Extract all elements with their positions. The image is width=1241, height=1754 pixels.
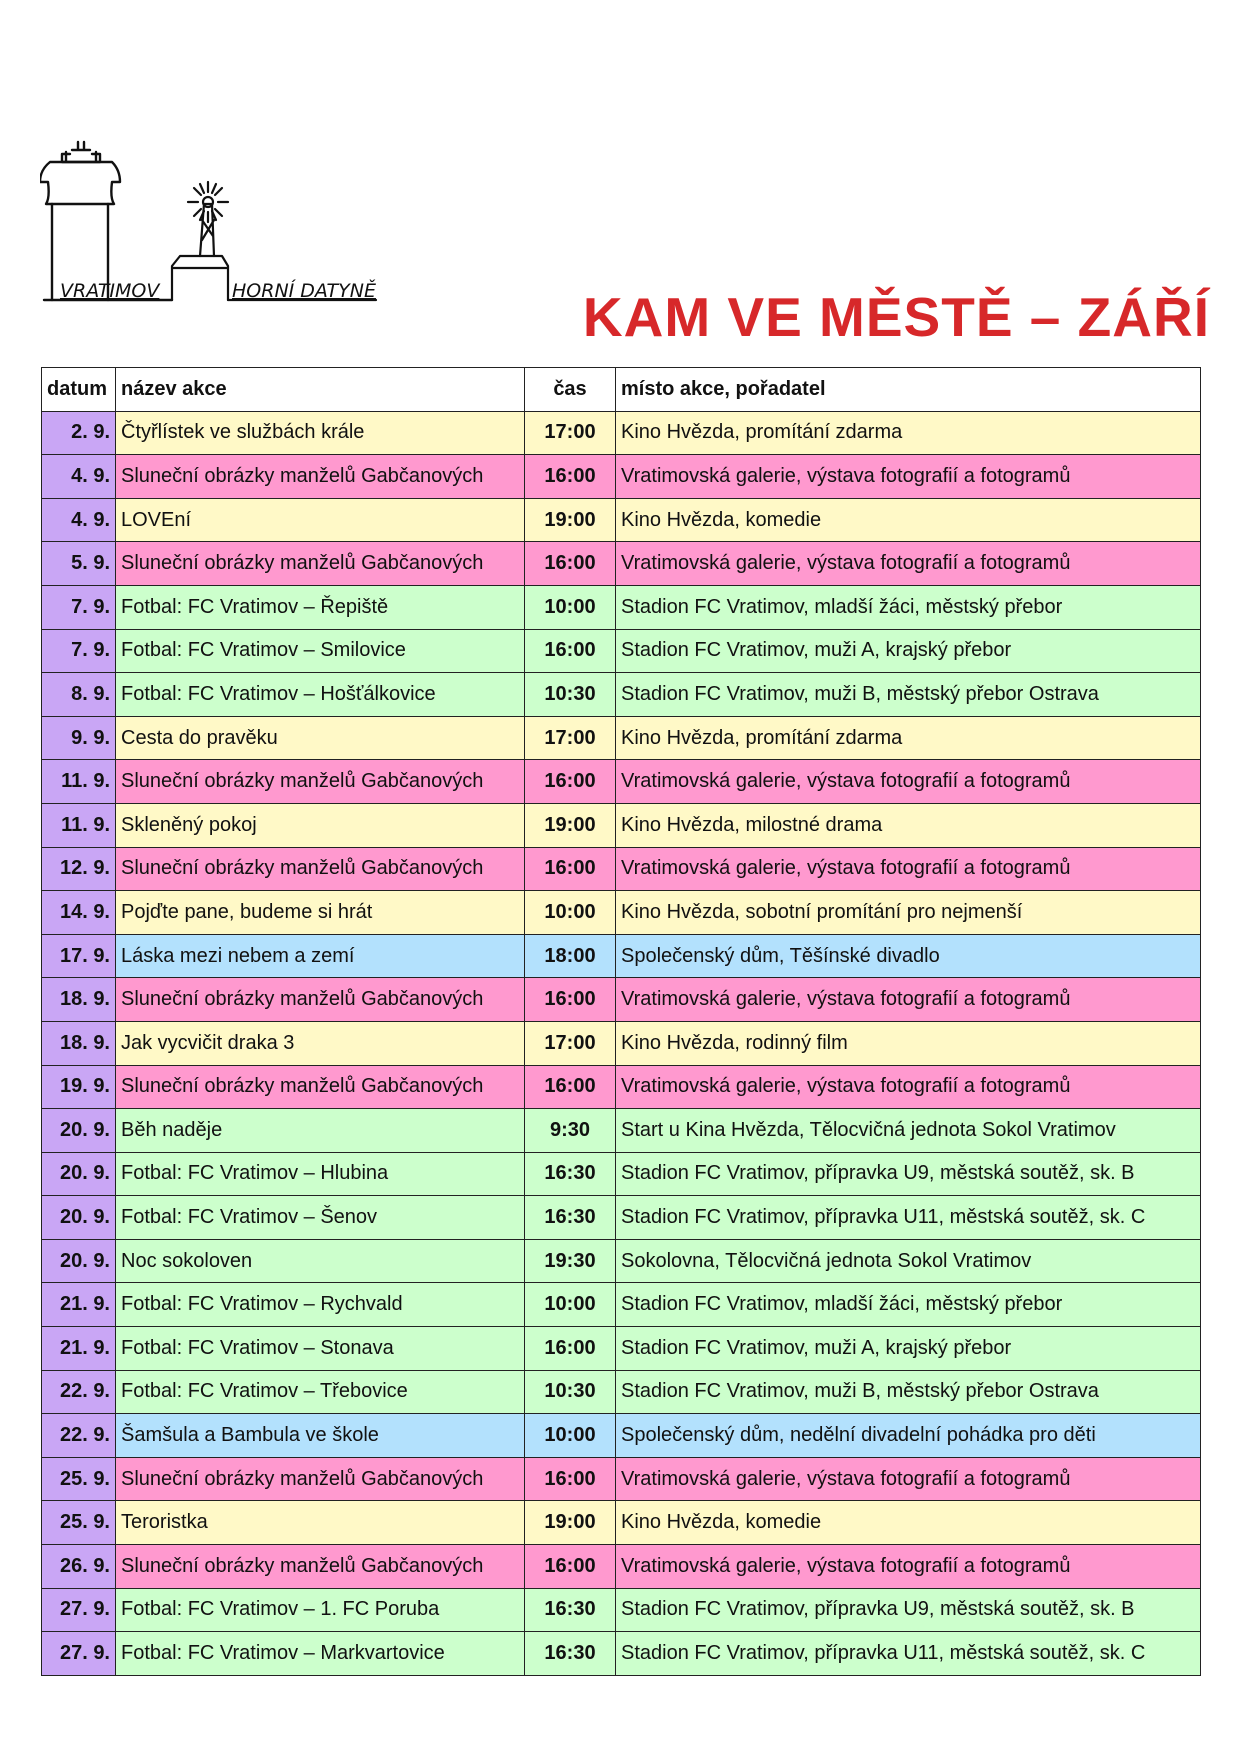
table-row <box>42 585 1201 629</box>
event-place: Stadion FC Vratimov, přípravka U11, městská soutěž, sk. C <box>616 1632 1201 1676</box>
event-place: Vratimovská galerie, výstava fotografií a fotogramů <box>616 1457 1201 1501</box>
event-place: Vratimovská galerie, výstava fotografií a fotogramů <box>616 978 1201 1022</box>
table-row <box>42 891 1201 935</box>
table-row <box>42 1545 1201 1589</box>
event-time: 17:00 <box>525 1021 616 1065</box>
event-date: 26. 9. <box>42 1545 116 1589</box>
event-place: Stadion FC Vratimov, muži B, městský přebor Ostrava <box>616 673 1201 717</box>
table-row <box>42 498 1201 542</box>
event-time: 16:00 <box>525 1545 616 1589</box>
event-name: Sluneční obrázky manželů Gabčanových <box>116 455 525 499</box>
table-row <box>42 1588 1201 1632</box>
event-date: 18. 9. <box>42 1021 116 1065</box>
event-place: Stadion FC Vratimov, přípravka U9, městská soutěž, sk. B <box>616 1152 1201 1196</box>
table-row <box>42 1065 1201 1109</box>
event-name: Sluneční obrázky manželů Gabčanových <box>116 542 525 586</box>
table-row <box>42 1501 1201 1545</box>
table-row <box>42 978 1201 1022</box>
event-time: 16:30 <box>525 1632 616 1676</box>
event-place: Kino Hvězda, promítání zdarma <box>616 716 1201 760</box>
event-time: 10:30 <box>525 673 616 717</box>
event-time: 16:00 <box>525 542 616 586</box>
event-time: 10:00 <box>525 1283 616 1327</box>
event-date: 11. 9. <box>42 760 116 804</box>
event-name: Sluneční obrázky manželů Gabčanových <box>116 1457 525 1501</box>
event-place: Vratimovská galerie, výstava fotografií a fotogramů <box>616 455 1201 499</box>
event-name: Fotbal: FC Vratimov – Hošťálkovice <box>116 673 525 717</box>
event-date: 9. 9. <box>42 716 116 760</box>
event-time: 16:30 <box>525 1588 616 1632</box>
event-name: Fotbal: FC Vratimov – Třebovice <box>116 1370 525 1414</box>
event-date: 18. 9. <box>42 978 116 1022</box>
event-name: Sluneční obrázky manželů Gabčanových <box>116 760 525 804</box>
event-name: Fotbal: FC Vratimov – Smilovice <box>116 629 525 673</box>
event-time: 16:30 <box>525 1152 616 1196</box>
event-name: Pojďte pane, budeme si hrát <box>116 891 525 935</box>
event-time: 10:00 <box>525 891 616 935</box>
table-row <box>42 1109 1201 1153</box>
event-time: 10:00 <box>525 1414 616 1458</box>
event-place: Kino Hvězda, promítání zdarma <box>616 411 1201 455</box>
event-name: Jak vycvičit draka 3 <box>116 1021 525 1065</box>
table-row <box>42 1370 1201 1414</box>
event-place: Kino Hvězda, milostné drama <box>616 803 1201 847</box>
event-date: 22. 9. <box>42 1370 116 1414</box>
event-place: Kino Hvězda, komedie <box>616 498 1201 542</box>
event-time: 9:30 <box>525 1109 616 1153</box>
event-name: Fotbal: FC Vratimov – Řepiště <box>116 585 525 629</box>
header-date: datum <box>42 368 116 412</box>
event-place: Společenský dům, nedělní divadelní pohádka pro děti <box>616 1414 1201 1458</box>
events-table <box>41 367 1201 1676</box>
event-time: 17:00 <box>525 411 616 455</box>
table-row <box>42 847 1201 891</box>
table-row <box>42 1196 1201 1240</box>
event-date: 19. 9. <box>42 1065 116 1109</box>
event-date: 4. 9. <box>42 455 116 499</box>
event-name: Fotbal: FC Vratimov – Stonava <box>116 1327 525 1371</box>
event-place: Kino Hvězda, komedie <box>616 1501 1201 1545</box>
header-place: místo akce, pořadatel <box>616 368 1201 412</box>
event-name: Šamšula a Bambula ve škole <box>116 1414 525 1458</box>
event-name: Čtyřlístek ve službách krále <box>116 411 525 455</box>
event-date: 20. 9. <box>42 1109 116 1153</box>
table-row <box>42 455 1201 499</box>
event-date: 7. 9. <box>42 585 116 629</box>
event-name: Fotbal: FC Vratimov – Hlubina <box>116 1152 525 1196</box>
event-place: Společenský dům, Těšínské divadlo <box>616 934 1201 978</box>
event-place: Stadion FC Vratimov, přípravka U11, městská soutěž, sk. C <box>616 1196 1201 1240</box>
event-time: 10:00 <box>525 585 616 629</box>
event-place: Stadion FC Vratimov, přípravka U9, městská soutěž, sk. B <box>616 1588 1201 1632</box>
event-name: Sluneční obrázky manželů Gabčanových <box>116 1065 525 1109</box>
event-name: Teroristka <box>116 1501 525 1545</box>
event-place: Vratimovská galerie, výstava fotografií a fotogramů <box>616 1545 1201 1589</box>
event-time: 10:30 <box>525 1370 616 1414</box>
event-time: 16:00 <box>525 1065 616 1109</box>
event-name: Cesta do pravěku <box>116 716 525 760</box>
table-row <box>42 673 1201 717</box>
event-name: Fotbal: FC Vratimov – Rychvald <box>116 1283 525 1327</box>
event-place: Vratimovská galerie, výstava fotografií a fotogramů <box>616 542 1201 586</box>
event-place: Start u Kina Hvězda, Tělocvičná jednota Sokol Vratimov <box>616 1109 1201 1153</box>
event-time: 19:00 <box>525 498 616 542</box>
event-date: 11. 9. <box>42 803 116 847</box>
table-row <box>42 1457 1201 1501</box>
event-date: 17. 9. <box>42 934 116 978</box>
table-row <box>42 1152 1201 1196</box>
event-name: Noc sokoloven <box>116 1239 525 1283</box>
event-name: LOVEní <box>116 498 525 542</box>
table-row <box>42 1327 1201 1371</box>
event-date: 4. 9. <box>42 498 116 542</box>
event-place: Kino Hvězda, rodinný film <box>616 1021 1201 1065</box>
event-time: 16:00 <box>525 1327 616 1371</box>
event-time: 17:00 <box>525 716 616 760</box>
event-date: 20. 9. <box>42 1152 116 1196</box>
event-time: 19:00 <box>525 803 616 847</box>
table-row <box>42 411 1201 455</box>
table-row <box>42 760 1201 804</box>
table-row <box>42 934 1201 978</box>
event-place: Vratimovská galerie, výstava fotografií a fotogramů <box>616 760 1201 804</box>
events-table-body <box>42 411 1201 1675</box>
table-row <box>42 716 1201 760</box>
event-date: 5. 9. <box>42 542 116 586</box>
event-date: 21. 9. <box>42 1327 116 1371</box>
event-place: Stadion FC Vratimov, muži A, krajský přebor <box>616 629 1201 673</box>
event-date: 12. 9. <box>42 847 116 891</box>
event-time: 16:00 <box>525 760 616 804</box>
event-time: 19:00 <box>525 1501 616 1545</box>
table-header-row <box>42 368 1201 412</box>
event-place: Stadion FC Vratimov, mladší žáci, městský přebor <box>616 585 1201 629</box>
town-logo <box>40 140 440 345</box>
event-place: Stadion FC Vratimov, muži B, městský přebor Ostrava <box>616 1370 1201 1414</box>
event-time: 16:00 <box>525 847 616 891</box>
event-place: Stadion FC Vratimov, mladší žáci, městský přebor <box>616 1283 1201 1327</box>
table-row <box>42 1021 1201 1065</box>
event-name: Láska mezi nebem a zemí <box>116 934 525 978</box>
table-row <box>42 1632 1201 1676</box>
table-row <box>42 1283 1201 1327</box>
logo-right-label: HORNÍ DATYNĚ <box>232 280 376 302</box>
event-date: 25. 9. <box>42 1501 116 1545</box>
event-date: 21. 9. <box>42 1283 116 1327</box>
table-row <box>42 1414 1201 1458</box>
event-date: 14. 9. <box>42 891 116 935</box>
event-name: Fotbal: FC Vratimov – Markvartovice <box>116 1632 525 1676</box>
event-place: Vratimovská galerie, výstava fotografií a fotogramů <box>616 847 1201 891</box>
event-place: Vratimovská galerie, výstava fotografií a fotogramů <box>616 1065 1201 1109</box>
table-row <box>42 629 1201 673</box>
event-time: 16:00 <box>525 629 616 673</box>
event-date: 7. 9. <box>42 629 116 673</box>
event-name: Běh naděje <box>116 1109 525 1153</box>
logo-left-label: VRATIMOV <box>60 280 160 302</box>
event-name: Fotbal: FC Vratimov – Šenov <box>116 1196 525 1240</box>
event-date: 20. 9. <box>42 1196 116 1240</box>
event-date: 22. 9. <box>42 1414 116 1458</box>
table-row <box>42 803 1201 847</box>
event-name: Fotbal: FC Vratimov – 1. FC Poruba <box>116 1588 525 1632</box>
event-date: 20. 9. <box>42 1239 116 1283</box>
event-date: 25. 9. <box>42 1457 116 1501</box>
event-name: Sluneční obrázky manželů Gabčanových <box>116 1545 525 1589</box>
event-date: 8. 9. <box>42 673 116 717</box>
event-time: 19:30 <box>525 1239 616 1283</box>
event-place: Sokolovna, Tělocvičná jednota Sokol Vratimov <box>616 1239 1201 1283</box>
water-tower-drawing <box>40 142 172 300</box>
page-title: KAM VE MĚSTĚ – ZÁŘÍ <box>582 286 1210 348</box>
event-time: 16:00 <box>525 978 616 1022</box>
event-name: Skleněný pokoj <box>116 803 525 847</box>
event-date: 2. 9. <box>42 411 116 455</box>
header-time: čas <box>525 368 616 412</box>
event-time: 16:00 <box>525 455 616 499</box>
header-name: název akce <box>116 368 525 412</box>
event-time: 18:00 <box>525 934 616 978</box>
event-date: 27. 9. <box>42 1588 116 1632</box>
event-time: 16:30 <box>525 1196 616 1240</box>
event-date: 27. 9. <box>42 1632 116 1676</box>
event-time: 16:00 <box>525 1457 616 1501</box>
event-name: Sluneční obrázky manželů Gabčanových <box>116 978 525 1022</box>
event-name: Sluneční obrázky manželů Gabčanových <box>116 847 525 891</box>
table-row <box>42 1239 1201 1283</box>
event-place: Kino Hvězda, sobotní promítání pro nejmenší <box>616 891 1201 935</box>
table-row <box>42 542 1201 586</box>
event-place: Stadion FC Vratimov, muži A, krajský přebor <box>616 1327 1201 1371</box>
